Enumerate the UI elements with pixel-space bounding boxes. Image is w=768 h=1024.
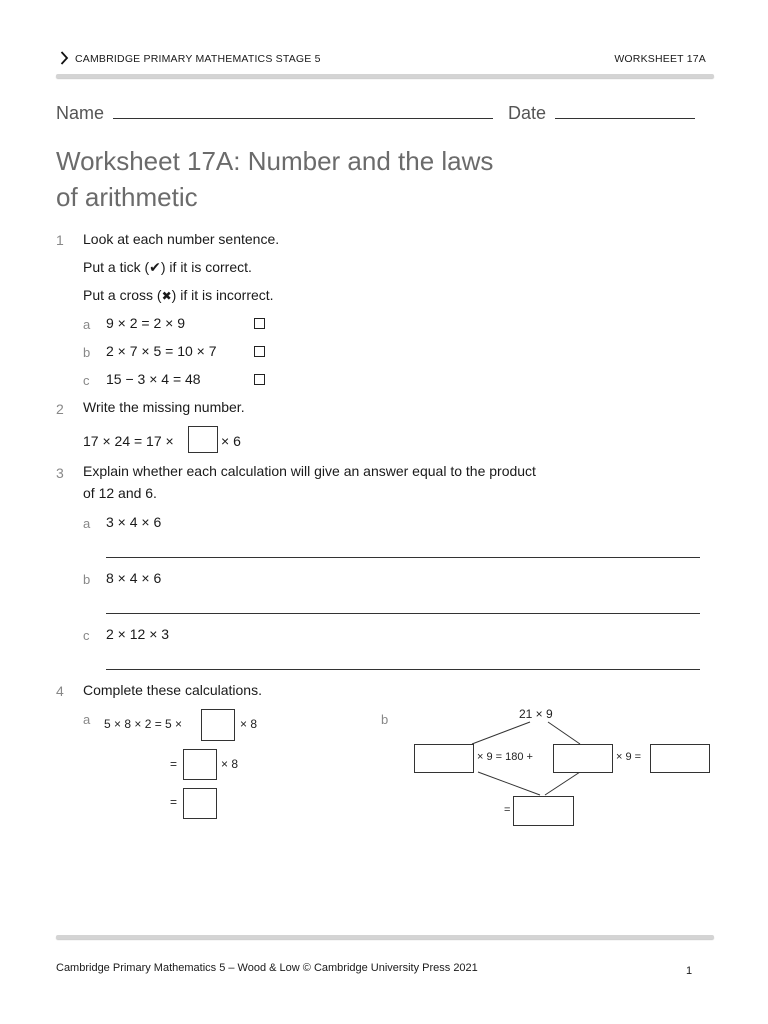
q4b-letter: b bbox=[381, 712, 389, 727]
q3b-calculation: 8 × 4 × 6 bbox=[106, 570, 162, 586]
header-worksheet-id: WORKSHEET 17A bbox=[614, 53, 706, 65]
q1c-letter: c bbox=[83, 373, 90, 388]
q4a-line2-equals: = bbox=[170, 757, 178, 771]
q4b-middle-text-1: × 9 = 180 + bbox=[477, 751, 533, 763]
q2-equation-right: × 6 bbox=[221, 433, 241, 449]
q1-instruction: Look at each number sentence. bbox=[83, 231, 280, 247]
q3c-answer-line[interactable] bbox=[106, 669, 700, 670]
q4a-box-1[interactable] bbox=[201, 709, 235, 741]
q4a-line3-equals: = bbox=[170, 795, 178, 809]
name-label: Name bbox=[56, 103, 105, 123]
name-date-row bbox=[56, 103, 695, 124]
footer-copyright: Cambridge Primary Mathematics 5 – Wood & Low © Cambridge University Press 2021 bbox=[56, 962, 478, 974]
q1-cross-pre: Put a cross ( bbox=[83, 287, 162, 303]
q4b-middle-text-2: × 9 = bbox=[616, 751, 642, 763]
q4-number: 4 bbox=[56, 683, 64, 699]
tick-icon: ✔ bbox=[149, 259, 161, 275]
q2-equation-left: 17 × 24 = 17 × bbox=[83, 433, 174, 449]
q4b-box-right[interactable] bbox=[650, 744, 710, 773]
q1-cross-instruction bbox=[83, 287, 274, 303]
q1c-sentence: 15 − 3 × 4 = 48 bbox=[106, 371, 201, 387]
q4b-box-bottom[interactable] bbox=[513, 796, 574, 826]
q3-number: 3 bbox=[56, 465, 64, 481]
cross-icon: ✖ bbox=[161, 289, 172, 303]
q2-number: 2 bbox=[56, 401, 64, 417]
q3-instruction-line-2: of 12 and 6. bbox=[83, 485, 157, 501]
q2-answer-box[interactable] bbox=[188, 426, 218, 453]
date-label: Date bbox=[508, 103, 547, 123]
q3a-answer-line[interactable] bbox=[106, 557, 700, 558]
q1c-checkbox[interactable] bbox=[254, 374, 265, 385]
header-divider bbox=[56, 74, 714, 78]
q1-tick-pre: Put a tick ( bbox=[83, 259, 150, 275]
header-title: CAMBRIDGE PRIMARY MATHEMATICS STAGE 5 bbox=[75, 53, 321, 65]
name-field[interactable] bbox=[113, 117, 493, 119]
q1b-letter: b bbox=[83, 345, 91, 360]
q1a-sentence: 9 × 2 = 2 × 9 bbox=[106, 315, 186, 331]
q4-instruction: Complete these calculations. bbox=[83, 682, 262, 698]
q4a-box-2[interactable] bbox=[183, 749, 217, 780]
header-chevron-icon bbox=[60, 51, 69, 70]
q4a-letter: a bbox=[83, 712, 91, 727]
date-field[interactable] bbox=[555, 117, 695, 119]
q4b-box-left[interactable] bbox=[414, 744, 474, 773]
q3a-calculation: 3 × 4 × 6 bbox=[106, 514, 162, 530]
q3a-letter: a bbox=[83, 516, 91, 531]
q4a-line1-right: × 8 bbox=[240, 717, 258, 731]
q1-tick-instruction bbox=[83, 259, 252, 276]
q1-number: 1 bbox=[56, 232, 64, 248]
q2-instruction: Write the missing number. bbox=[83, 399, 245, 415]
q1b-sentence: 2 × 7 × 5 = 10 × 7 bbox=[106, 343, 217, 359]
page-number: 1 bbox=[686, 965, 693, 977]
q4b-box-middle[interactable] bbox=[553, 744, 613, 773]
q4a-line1-left: 5 × 8 × 2 = 5 × bbox=[104, 717, 183, 731]
title-line-1: Worksheet 17A: Number and the laws bbox=[56, 146, 494, 176]
q3b-letter: b bbox=[83, 572, 91, 587]
q3c-letter: c bbox=[83, 628, 90, 643]
q4a-line2-right: × 8 bbox=[221, 757, 239, 771]
title-line-2: of arithmetic bbox=[56, 182, 198, 212]
q3b-answer-line[interactable] bbox=[106, 613, 700, 614]
page-title bbox=[56, 143, 493, 215]
q1a-letter: a bbox=[83, 317, 91, 332]
q3-instruction-line-1: Explain whether each calculation will give an answer equal to the product bbox=[83, 463, 536, 479]
q3c-calculation: 2 × 12 × 3 bbox=[106, 626, 170, 642]
q1-tick-post: ) if it is correct. bbox=[160, 259, 252, 275]
footer-divider bbox=[56, 935, 714, 939]
q4b-top-expression: 21 × 9 bbox=[519, 707, 553, 721]
q1b-checkbox[interactable] bbox=[254, 346, 265, 357]
q1a-checkbox[interactable] bbox=[254, 318, 265, 329]
q4a-box-3[interactable] bbox=[183, 788, 217, 819]
q4b-bottom-equals: = bbox=[504, 804, 511, 816]
q1-cross-post: ) if it is incorrect. bbox=[171, 287, 274, 303]
